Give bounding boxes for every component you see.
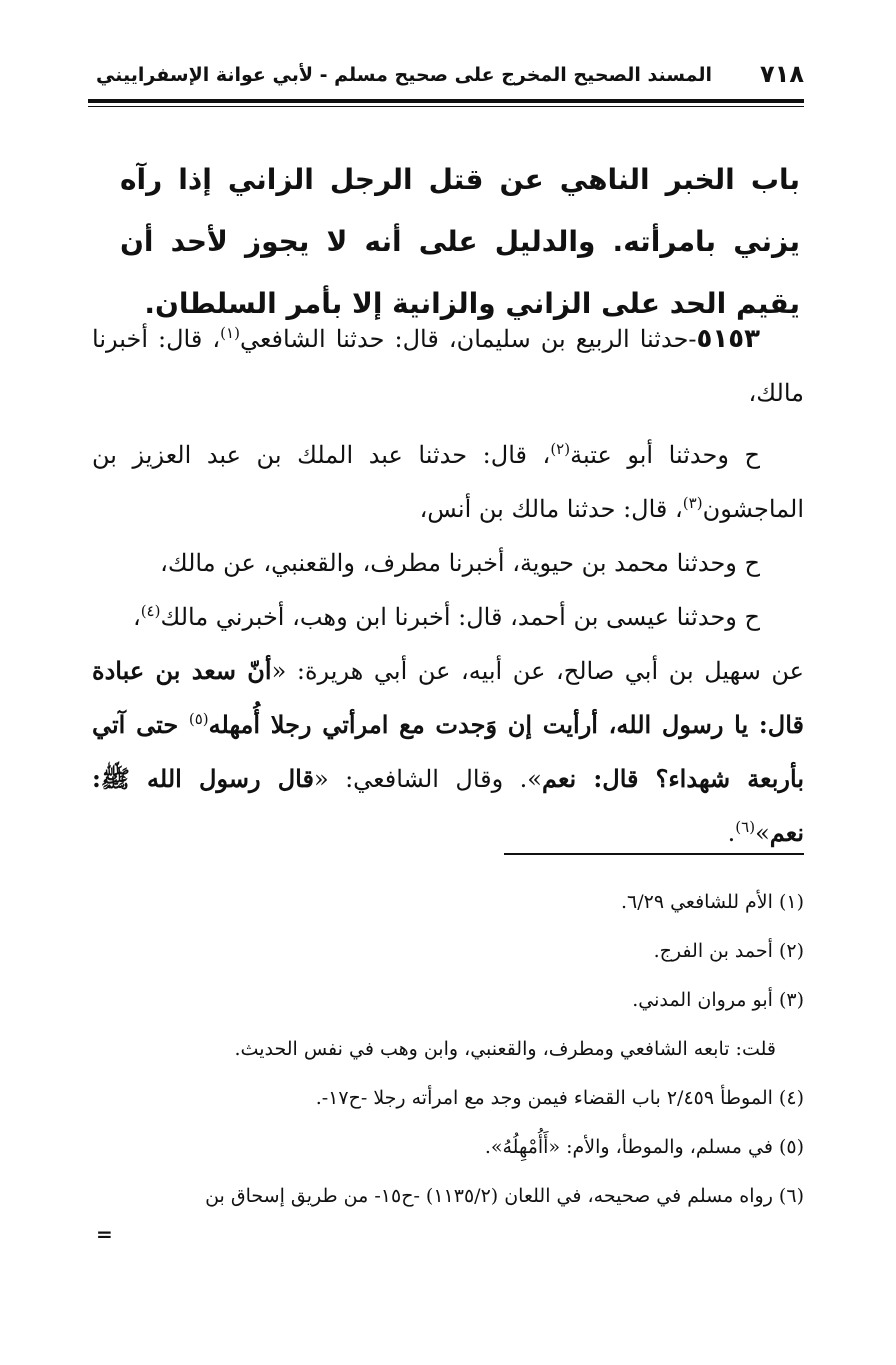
running-title: المسند الصحيح المخرج على صحيح مسلم - لأبي عوانة الإسفراييني [96,64,712,86]
header-rule [88,99,804,103]
header-rule-thin [88,106,804,107]
hadith-text-run: ، قال: حدثنا عبد الملك بن عبد العزيز بن الماجشون [92,441,804,523]
footnote-ref-6: (٦) [735,818,756,836]
hadith-text-run: ». وقال الشافعي: « [313,765,542,793]
hadith-text [92,312,804,860]
continuation-mark: = [96,1222,113,1246]
hadith-paragraph-1 [92,312,804,420]
hadith-text-run: ، [132,603,141,631]
footnote-ref-5: (٥) [188,710,209,728]
hadith-matn-bold: أنّ سعد بن عبادة قال: يا رسول الله، أرأيت إن وَجدت مع امرأتي رجلا أُمهله [92,656,804,739]
hadith-paragraph-3 [92,536,804,590]
footnote-4: (٤) الموطأ ٢/٤٥٩ باب القضاء فيمن وجد مع امرأته رجلا -ح١٧-. [315,1087,804,1109]
footnote-ref-4: (٤) [140,602,161,620]
footnote-ref-1: (١) [220,324,240,342]
hadith-paragraph-4 [92,590,804,644]
hadith-paragraph-5 [92,644,804,860]
hadith-text-run: ح وحدثنا أبو عتبة [570,441,760,469]
hadith-text-run: ح وحدثنا محمد بن حيوية، أخبرنا مطرف، والقعنبي، عن مالك، [160,549,760,577]
hadith-text-run: -حدثنا الربيع بن سليمان، قال: حدثنا الشافعي [239,325,697,353]
hadith-paragraph-2 [92,428,804,536]
hadith-text-run: ، قال: أخبرنا مالك، [92,325,804,407]
hadith-text-run: ح وحدثنا عيسى بن أحمد، قال: أخبرنا ابن وهب، أخبرني مالك [160,603,760,631]
footnote-5: (٥) في مسلم، والموطأ، والأم: «أَأُمْهِلُهُ». [484,1136,804,1158]
footnote-2: (٢) أحمد بن الفرج. [653,940,804,962]
footnote-1: (١) الأم للشافعي ٦/٢٩. [620,891,804,913]
footnotes [92,878,804,1221]
hadith-text-run: ، قال: حدثنا مالك بن أنس، [419,495,683,523]
footnote-3-note: قلت: تابعه الشافعي ومطرف، والقعنبي، وابن وهب في نفس الحديث. [234,1038,776,1060]
running-header [88,60,804,96]
footnote-separator [504,853,804,855]
footnote-3: (٣) أبو مروان المدني. [632,989,804,1011]
footnote-ref-2: (٢) [550,440,571,458]
footnote-6: (٦) رواه مسلم في صحيحه، في اللعان (١١٣٥/٢) -ح١٥- من طريق إسحاق بن [205,1185,804,1207]
page-number: ٧١٨ [760,60,804,88]
hadith-number: ٥١٥٣ [696,324,760,354]
chapter-heading: باب الخبر الناهي عن قتل الرجل الزاني إذا رآه يزني بامرأته. والدليل على أنه لا يجوز لأحد أن يقيم الحد على الزاني والزانية إلا بأمر السلطان. [120,162,800,320]
hadith-text-run: . [727,819,736,847]
hadith-matn-bold: حتى آتي بأربعة شهداء؟ قال: نعم [92,710,805,793]
hadith-text-run: عن سهيل بن أبي صالح، عن أبيه، عن أبي هريرة: « [271,657,804,685]
hadith-matn-bold: قال رسول الله ﷺ: نعم [92,764,804,847]
footnote-ref-3: (٣) [682,494,703,512]
hadith-text-run: » [755,819,770,847]
